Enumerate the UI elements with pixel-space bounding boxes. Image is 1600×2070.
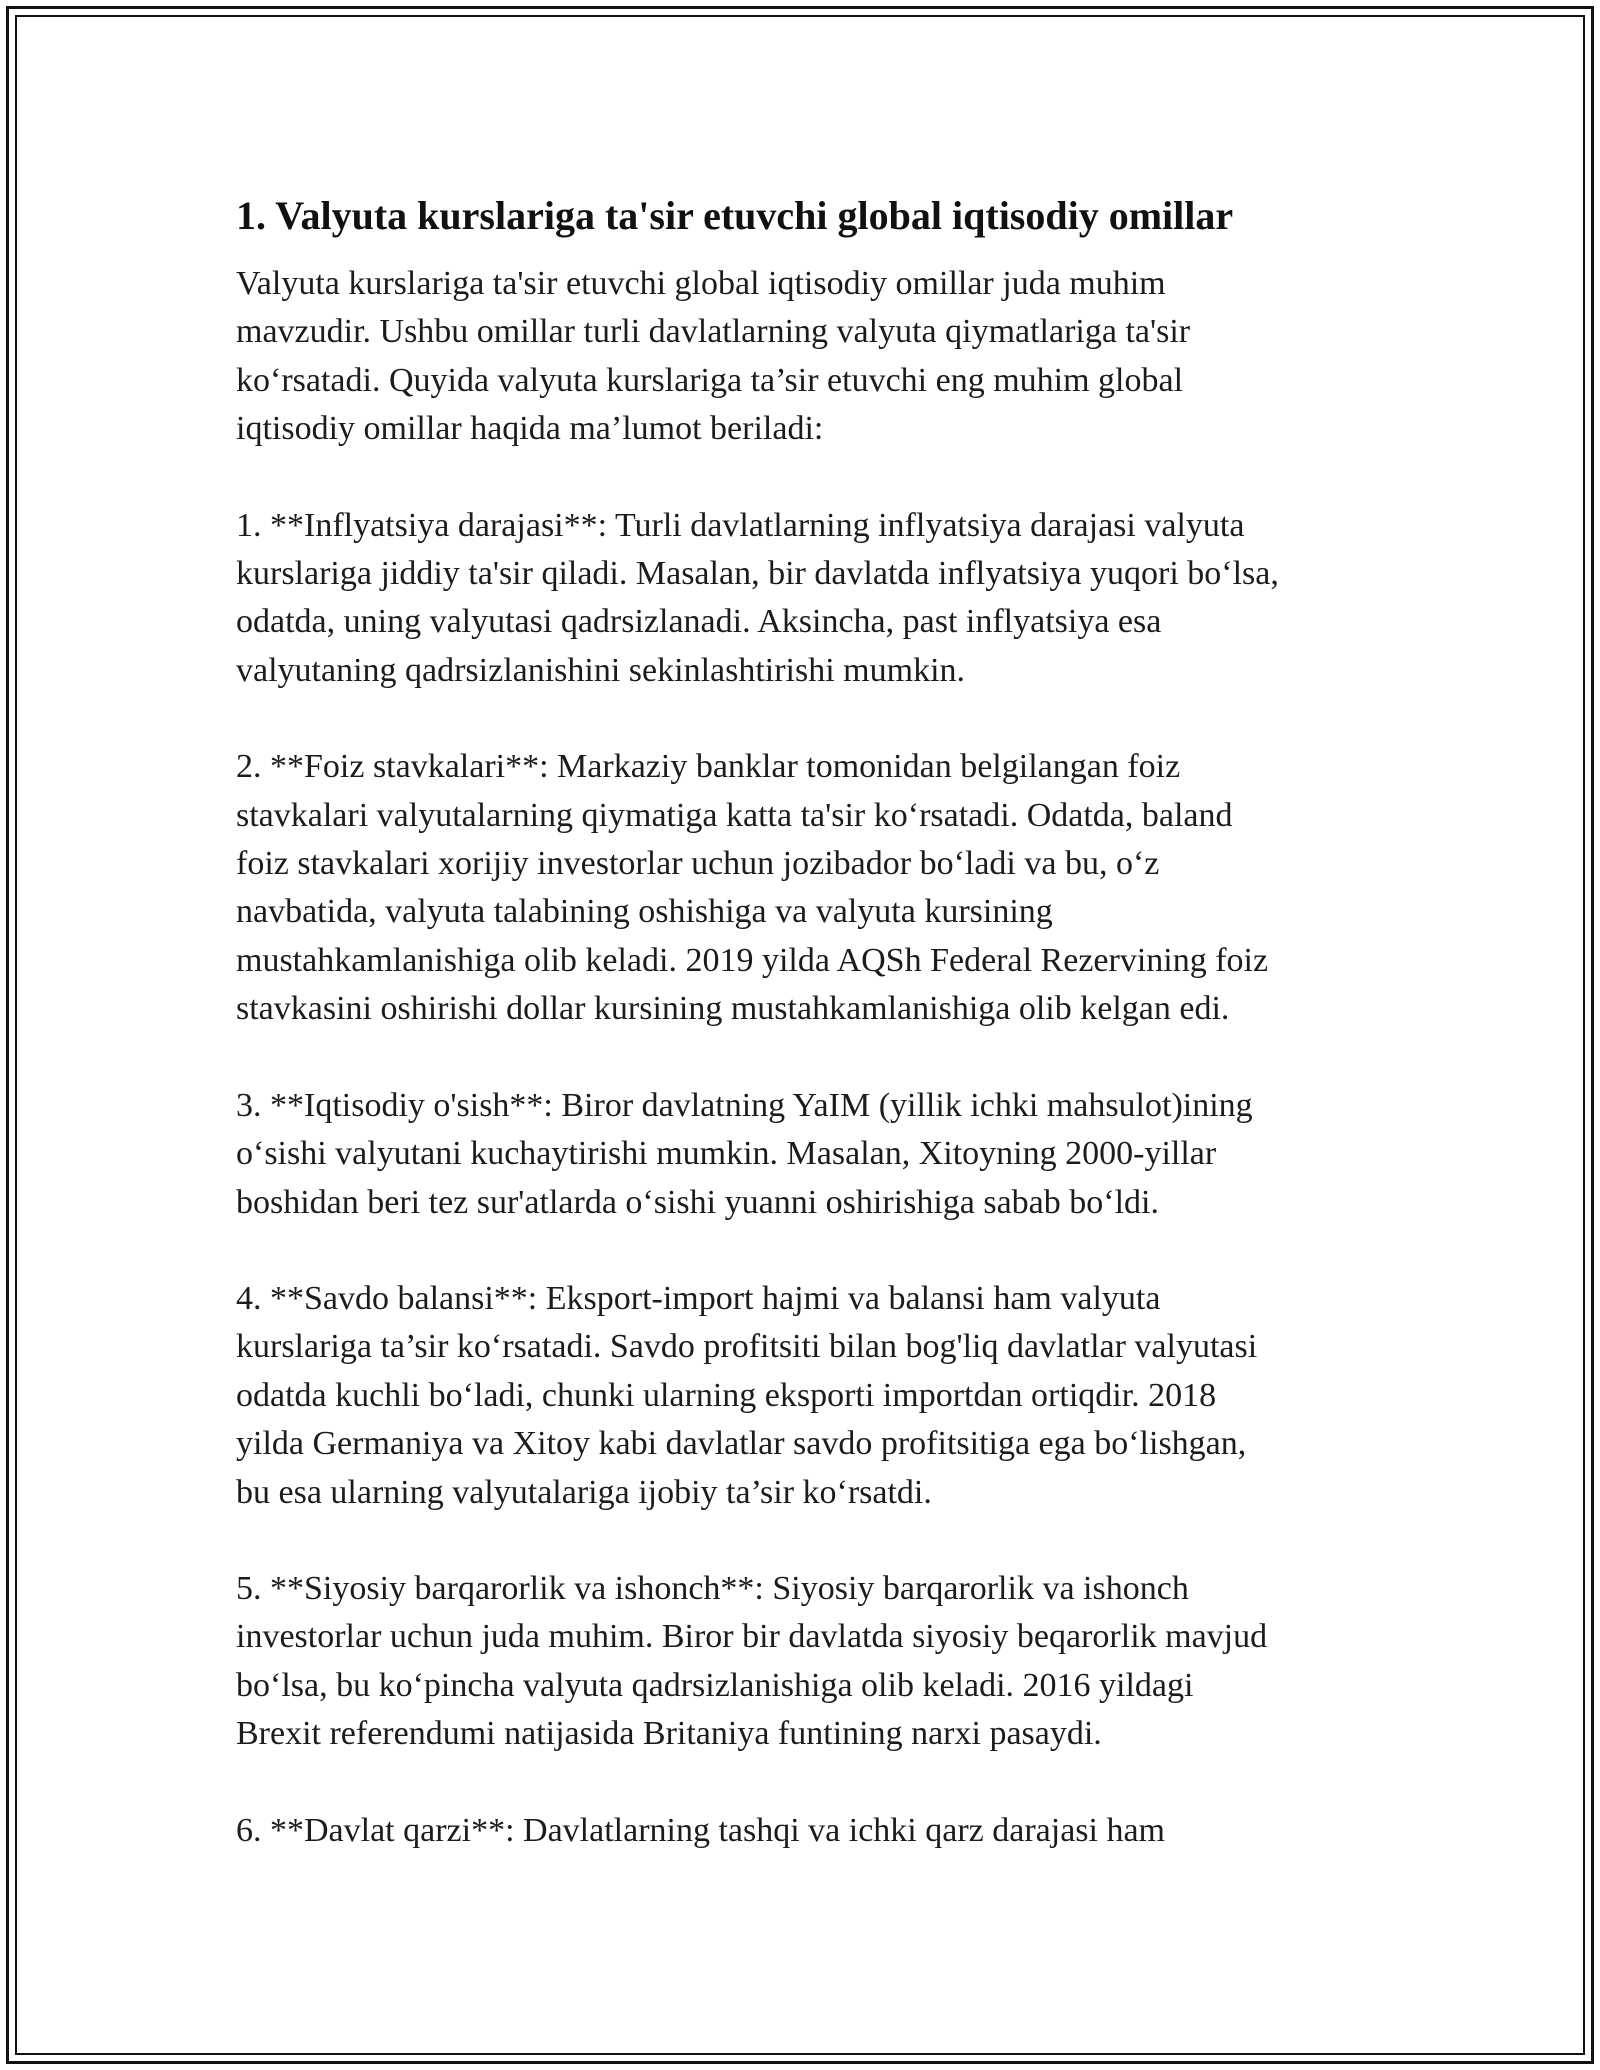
- factor-inflation-paragraph: 1. **Inflyatsiya darajasi**: Turli davlatlarning inflyatsiya darajasi valyuta kurslariga jiddiy ta'sir qiladi. Masalan, bir davlatda inflyatsiya yuqori bo‘lsa, odatda, uning valyutasi qadrsizlanadi. Aksincha, past inflyatsiya esa valyutaning qadrsizlanishini sekinlashtirishi mumkin.: [236, 506, 1279, 689]
- document-body: [236, 190, 1396, 1903]
- factor-trade-balance-paragraph: 4. **Savdo balansi**: Eksport-import hajmi va balansi ham valyuta kurslariga ta’sir ko‘rsatadi. Savdo profitsiti bilan bog'liq davlatlar valyutasi odatda kuchli bo‘ladi, chunki ularning eksporti importdan ortiqdir. 2018 yilda Germaniya va Xitoy kabi davlatlar savdo profitsitiga ega bo‘lishgan, bu esa ularning valyutalariga ijobiy ta’sir ko‘rsatdi.: [236, 1279, 1258, 1511]
- factor-public-debt-paragraph: 6. **Davlat qarzi**: Davlatlarning tashqi va ichki qarz darajasi ham: [236, 1811, 1166, 1849]
- factor-economic-growth-paragraph: 3. **Iqtisodiy o'sish**: Biror davlatning YaIM (yillik ichki mahsulot)ining o‘sishi valyutani kuchaytirishi mumkin. Masalan, Xitoyning 2000-yillar boshidan beri tez sur'atlarda o‘sishi yuanni oshirishiga sabab bo‘ldi.: [236, 1086, 1253, 1221]
- intro-paragraph: Valyuta kurslariga ta'sir etuvchi global iqtisodiy omillar juda muhim mavzudir. Ushbu omillar turli davlatlarning valyuta qiymatlariga ta'sir ko‘rsatadi. Quyida valyuta kurslariga ta’sir etuvchi eng muhim global iqtisodiy omillar haqida ma’lumot beriladi:: [236, 265, 1191, 448]
- factor-political-stability-paragraph: 5. **Siyosiy barqarorlik va ishonch**: Siyosiy barqarorlik va ishonch investorlar uchun juda muhim. Biror bir davlatda siyosiy beqarorlik mavjud bo‘lsa, bu ko‘pincha valyuta qadrsizlanishiga olib keladi. 2016 yildagi Brexit referendumi natijasida Britaniya funtining narxi pasaydi.: [236, 1569, 1268, 1753]
- section-heading: 1. Valyuta kurslariga ta'sir etuvchi global iqtisodiy omillar: [236, 193, 1234, 238]
- factor-interest-rates-paragraph: 2. **Foiz stavkalari**: Markaziy banklar tomonidan belgilangan foiz stavkalari valyutalarning qiymatiga katta ta'sir ko‘rsatadi. Odatda, baland foiz stavkalari xorijiy investorlar uchun jozibador bo‘ladi va bu, o‘z navbatida, valyuta talabining oshishiga va valyuta kursining mustahkamlanishiga olib keladi. 2019 yilda AQSh Federal Rezervining foiz stavkasini oshirishi dollar kursining mustahkamlanishiga olib kelgan edi.: [236, 748, 1269, 1028]
